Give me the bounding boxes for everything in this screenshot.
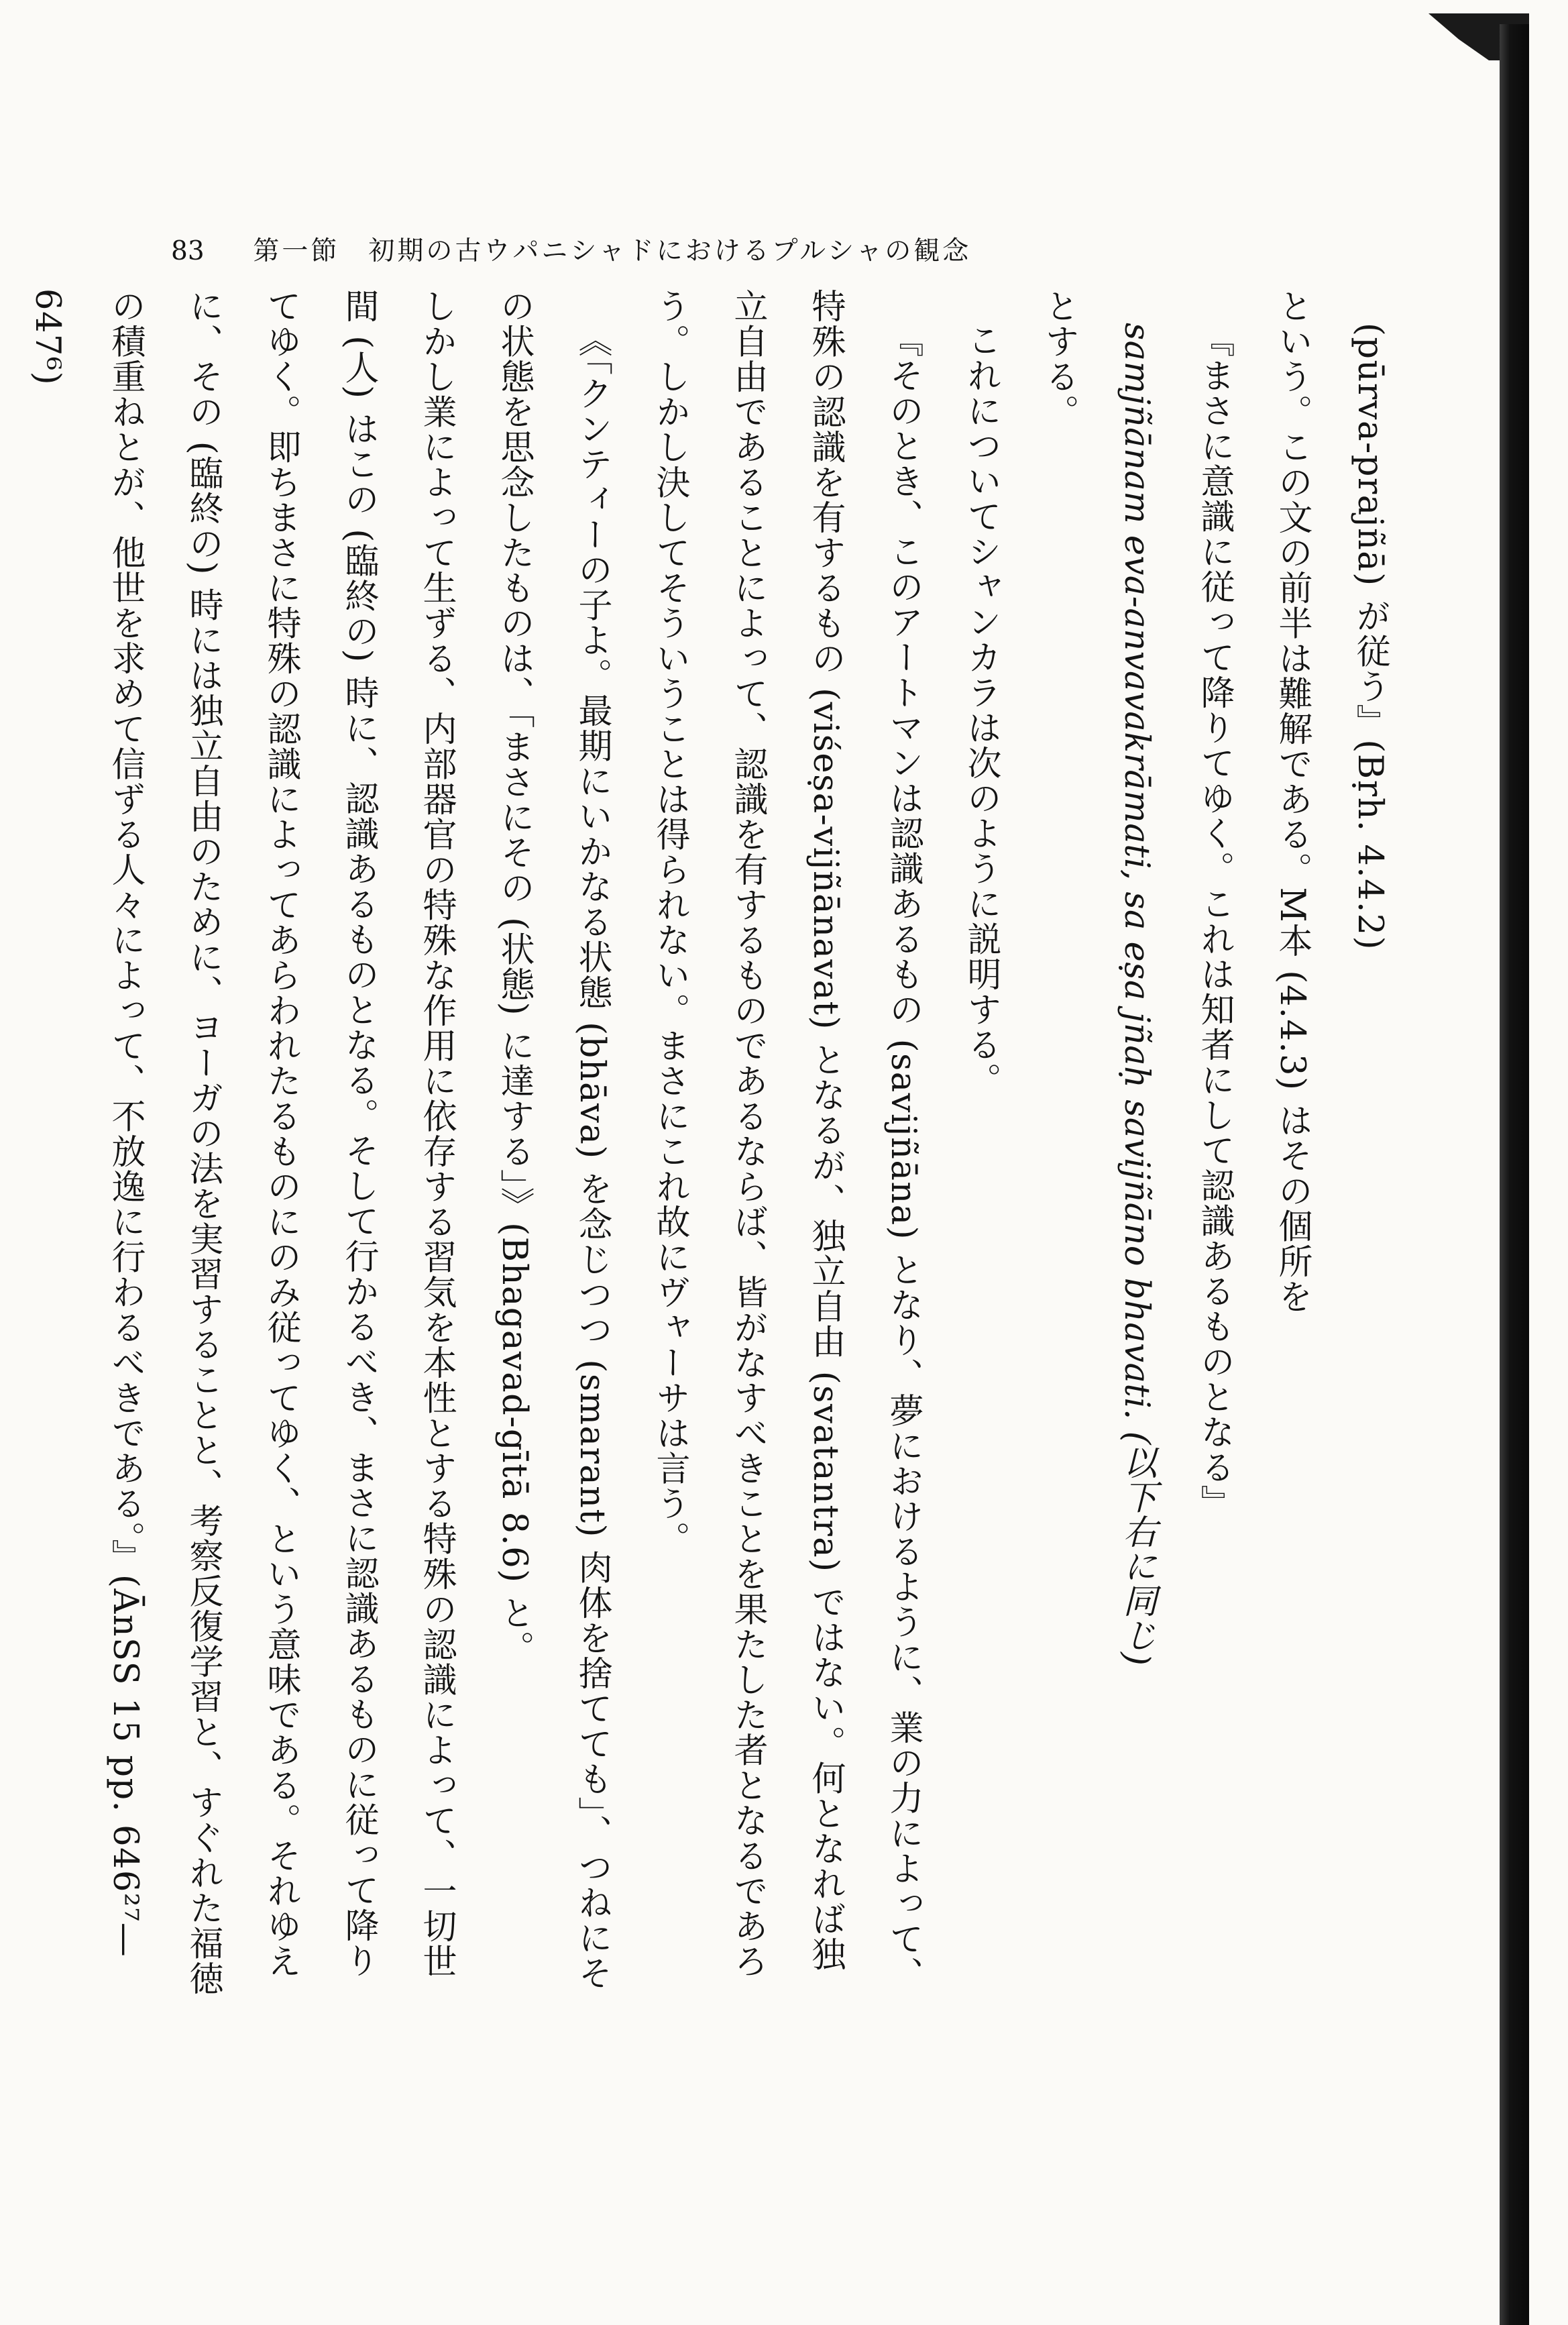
running-header [171, 228, 1378, 275]
paragraph: しかし業によって生ずる、内部器官の特殊な作用に依存する習気を本性とする特殊の認識によって、一切世間 (人) はこの (臨終の) 時に、認識あるものとなる。そして行かるべき、まさに認識あるものに従って降りてゆく。即ちまさに特殊の認識によってあらわれたるものにのみ従ってゆく、という意味である。それゆえに、その (臨終の) 時には独立自由のために、ヨーガの法を実習することと、考察反復学習と、すぐれた福徳の積重ねとが、他世を求めて信ずる人々によって、不放逸に行わるべきである。』(ĀnSS 15 pp. 646²⁷—647⁶) [27, 288, 456, 1996]
paragraph: 『そのとき、このアートマンは認識あるもの (savijñāna) となり、夢におけるように、業の力によって、特殊の認識を有するもの (viśeṣa-vijñānavat) となるが、独立自由 (svatantra) ではない。何となれば独立自由であることによって、認識を有するものであるならば、皆がなすべきことを果たした者となるであろう。しかし決してそういうことは得られない。まさにこれ故にヴャーサは言う。 [650, 288, 923, 1992]
vertical-text-body [27, 288, 1408, 2006]
running-title: 第一節 初期の古ウパニシャドにおけるプルシャの観念 [253, 236, 972, 266]
paragraph: (pūrva-prajñā) が従う』(Bṛh. 4.4.2) [1350, 323, 1390, 951]
paragraph: 《「クンティーの子よ。最期にいかなる状態 (bhāva) を念じつつ (smarant) 肉体を捨てても」、つねにその状態を思念したものは、「まさにその (状態) に達する」》(Bhagavad-gītā 8.6) と。 [494, 288, 612, 1991]
paragraph: これについてシャンカラは次のように説明する。 [961, 323, 1001, 1097]
paragraph: とする。 [1039, 288, 1078, 429]
paragraph: 『まさに意識に従って降りてゆく。これは知者にして認識あるものとなる』 [1194, 323, 1234, 1520]
paragraph: samjñānam eva-anvavakrāmati, sa eṣa jñaḥ savijñāno bhavati. (以下右に同じ) [1117, 323, 1156, 1666]
paragraph: という。この文の前半は難解である。M本 (4.4.3) はその個所を [1272, 288, 1312, 1315]
page-edge-bar [1500, 24, 1529, 2325]
page-number: 83 [171, 236, 205, 266]
paragraph [0, 288, 8, 2006]
